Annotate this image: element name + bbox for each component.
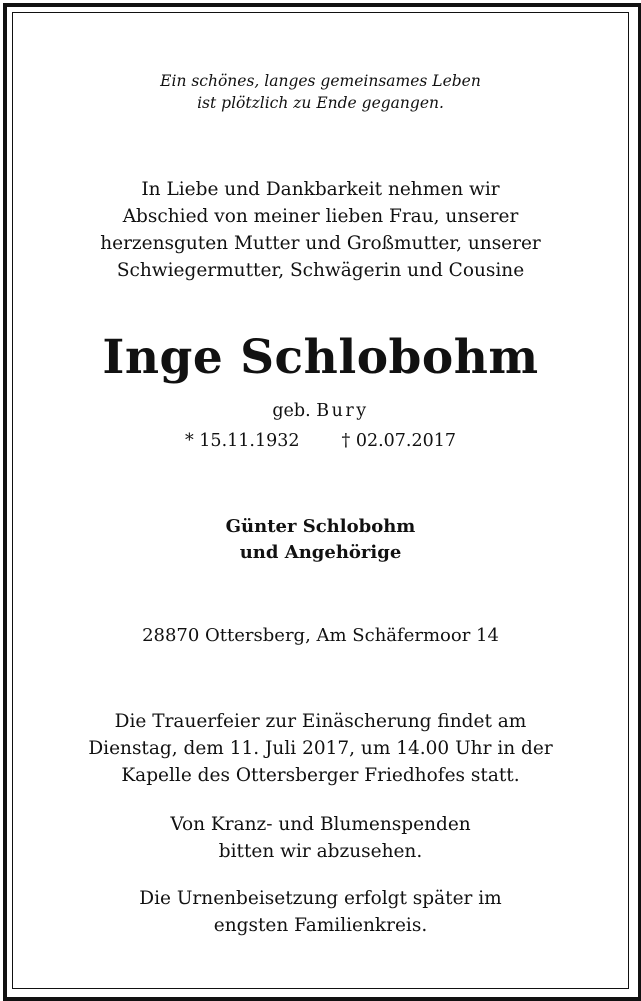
- birth-date: * 15.11.1932: [184, 431, 300, 451]
- signers: [0, 514, 641, 566]
- ceremony-line: Dienstag, dem 11. Juli 2017, um 14.00 Uhr in der: [88, 738, 553, 759]
- intro-line: Abschied von meiner lieben Frau, unserer: [122, 206, 519, 227]
- motto-line: Ein schönes, langes gemeinsames Leben: [160, 72, 481, 90]
- urn-line: engsten Familienkreis.: [213, 915, 428, 936]
- intro-text: [0, 176, 641, 284]
- ceremony-info: [0, 708, 641, 789]
- address: 28870 Ottersberg, Am Schäfermoor 14: [142, 625, 499, 646]
- signer-line: Günter Schlobohm: [225, 516, 416, 537]
- intro-line: In Liebe und Dankbarkeit nehmen wir: [141, 179, 500, 200]
- motto: [0, 70, 641, 114]
- maiden-surname: Bury: [316, 401, 369, 421]
- flowers-note: [0, 811, 641, 865]
- intro-line: herzensguten Mutter und Großmutter, unserer: [100, 233, 541, 254]
- intro-line: Schwiegermutter, Schwägerin und Cousine: [116, 260, 525, 281]
- motto-line: ist plötzlich zu Ende gegangen.: [197, 94, 444, 112]
- urn-note: [0, 885, 641, 939]
- ceremony-line: Die Trauerfeier zur Einäscherung findet am: [114, 711, 527, 732]
- ceremony-line: Kapelle des Ottersberger Friedhofes statt.: [121, 765, 520, 786]
- death-date: † 02.07.2017: [341, 431, 457, 451]
- life-dates: [0, 428, 641, 454]
- deceased-name: Inge Schlobohm: [102, 330, 539, 385]
- flowers-line: Von Kranz- und Blumenspenden: [170, 814, 471, 835]
- urn-line: Die Urnenbeisetzung erfolgt später im: [139, 888, 502, 909]
- maiden-name: [0, 398, 641, 424]
- signer-line: und Angehörige: [239, 542, 402, 563]
- flowers-line: bitten wir abzusehen.: [218, 841, 423, 862]
- maiden-prefix: geb.: [272, 401, 311, 421]
